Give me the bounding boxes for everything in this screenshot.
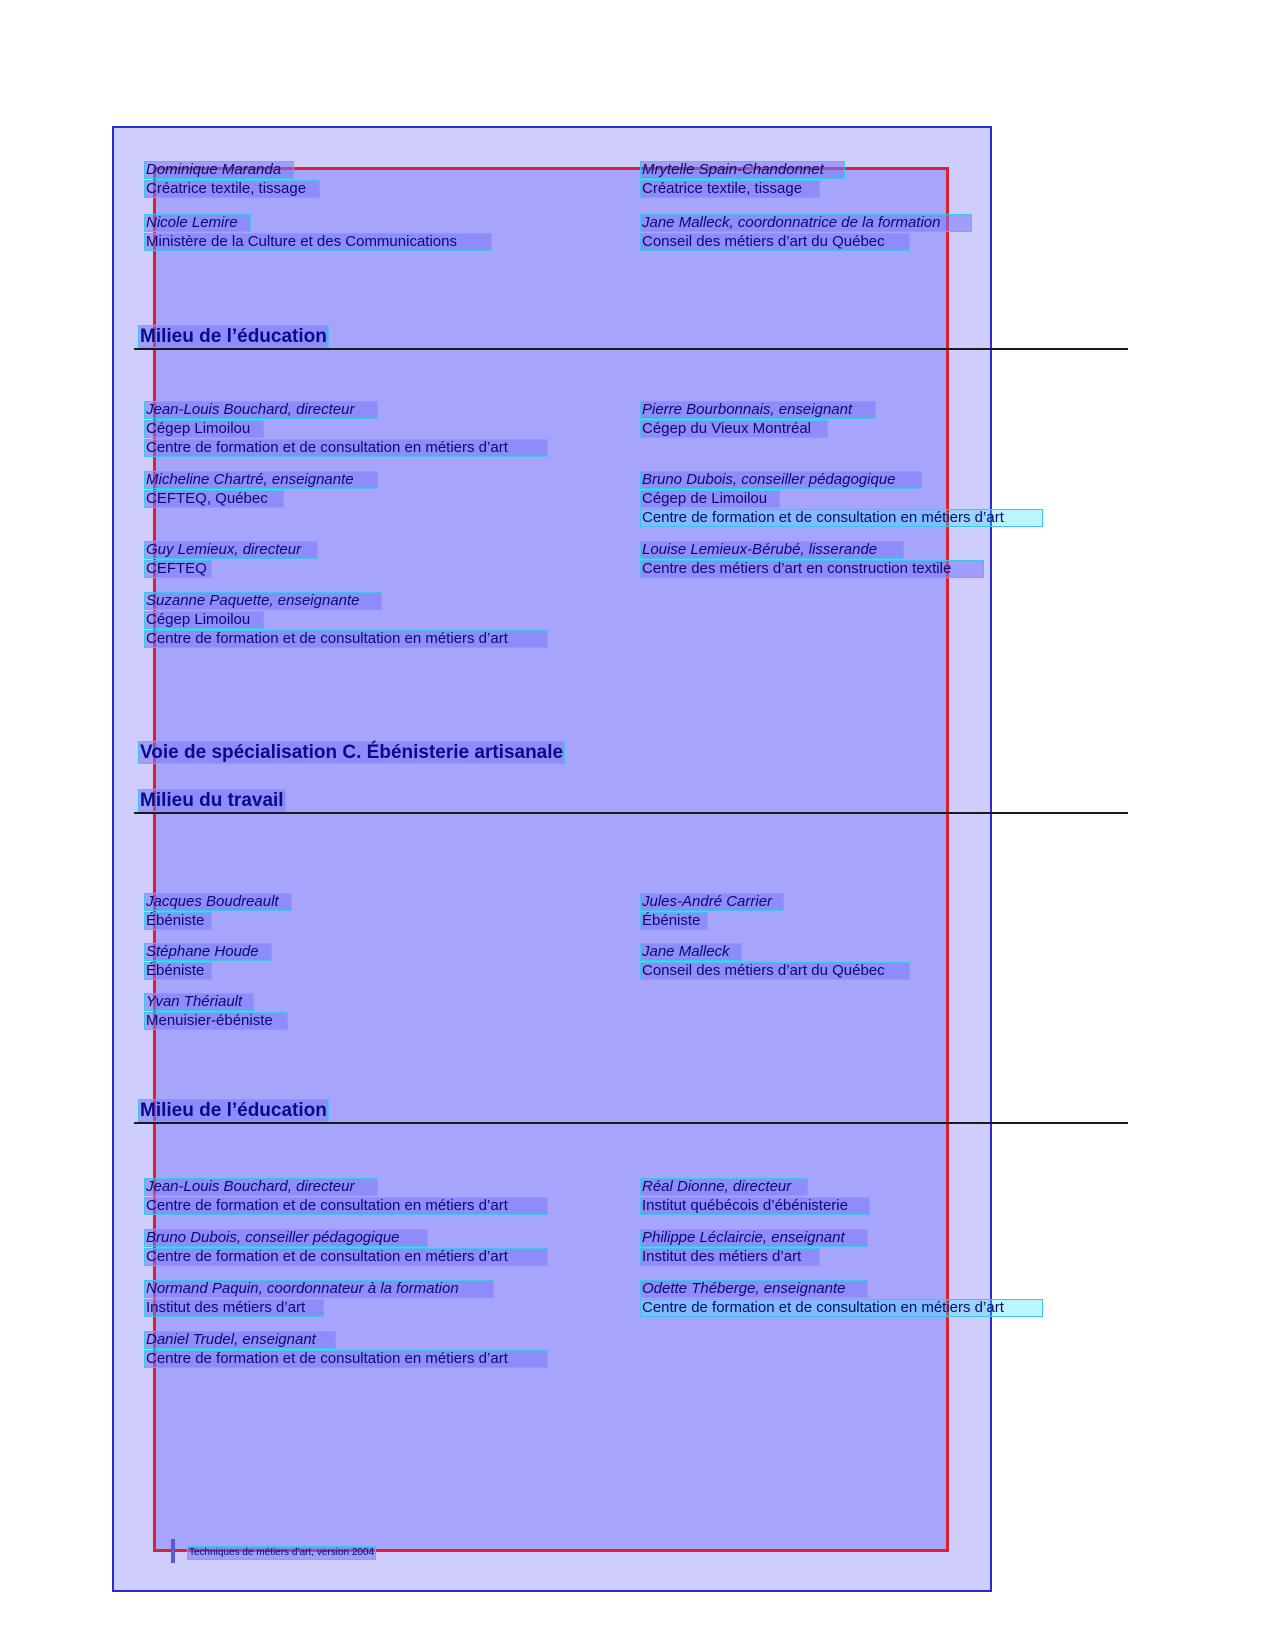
person-organization: Centre de formation et de consultation en métiers d’art <box>144 1197 548 1215</box>
person-role: Ébéniste <box>640 912 708 930</box>
specialisation-title: Voie de spécialisation C. Ébénisterie artisanale <box>140 742 564 763</box>
person-name: Philippe Léclaircie, enseignant <box>640 1229 868 1247</box>
person-name: Jules-André Carrier <box>640 893 784 911</box>
page-footer: Techniques de métiers d’art, version 2004 <box>189 1547 375 1558</box>
person-role: Créatrice textile, tissage <box>640 180 820 198</box>
person-name: Bruno Dubois, conseiller pédagogique <box>144 1229 428 1247</box>
person-name: Odette Théberge, enseignante <box>640 1280 868 1298</box>
person-role: Créatrice textile, tissage <box>144 180 320 198</box>
person-organization: CEFTEQ, Québec <box>144 490 284 508</box>
person-name: Réal Dionne, directeur <box>640 1178 808 1196</box>
person-organization: Centre des métiers d’art en construction textile <box>640 560 984 578</box>
section-heading: Milieu du travail <box>140 790 284 811</box>
person-organization: Centre de formation et de consultation en métiers d’art <box>144 439 548 457</box>
person-organization: Centre de formation et de consultation en métiers d’art <box>144 630 548 648</box>
person-name: Bruno Dubois, conseiller pédagogique <box>640 471 922 489</box>
person-name: Pierre Bourbonnais, enseignant <box>640 401 876 419</box>
person-name: Micheline Chartré, enseignante <box>144 471 378 489</box>
person-organization: Conseil des métiers d’art du Québec <box>640 962 910 980</box>
person-organization: Cégep Limoilou <box>144 611 264 629</box>
person-role: Menuisier-ébéniste <box>144 1012 288 1030</box>
person-organization: Cégep de Limoilou <box>640 490 780 508</box>
person-organization: Centre de formation et de consultation en métiers d’art <box>144 1248 548 1266</box>
person-name: Jane Malleck <box>640 943 742 961</box>
section-divider <box>134 1122 1128 1124</box>
person-organization: Institut québécois d’ébénisterie <box>640 1197 870 1215</box>
person-organization: CEFTEQ <box>144 560 212 578</box>
person-organization: Conseil des métiers d’art du Québec <box>640 233 910 251</box>
person-organization: Institut des métiers d’art <box>144 1299 324 1317</box>
person-name: Louise Lemieux-Bérubé, lisserande <box>640 541 904 559</box>
person-name: Dominique Maranda <box>144 161 294 179</box>
person-name: Suzanne Paquette, enseignante <box>144 592 382 610</box>
section-divider <box>134 812 1128 814</box>
section-divider <box>134 348 1128 350</box>
section-heading: Milieu de l’éducation <box>140 1100 327 1121</box>
section-heading: Milieu de l’éducation <box>140 326 327 347</box>
person-name: Normand Paquin, coordonnateur à la formation <box>144 1280 494 1298</box>
person-name: Yvan Thériault <box>144 993 254 1011</box>
person-organization: Centre de formation et de consultation en métiers d’art <box>640 509 1043 527</box>
person-name: Nicole Lemire <box>144 214 251 232</box>
person-name: Jane Malleck, coordonnatrice de la formation <box>640 214 972 232</box>
person-name: Guy Lemieux, directeur <box>144 541 318 559</box>
person-name: Daniel Trudel, enseignant <box>144 1331 336 1349</box>
person-name: Mrytelle Spain-Chandonnet <box>640 161 845 179</box>
person-role: Ébéniste <box>144 962 212 980</box>
person-organization: Institut des métiers d’art <box>640 1248 820 1266</box>
person-name: Stéphane Houde <box>144 943 272 961</box>
person-name: Jacques Boudreault <box>144 893 292 911</box>
person-role: Ébéniste <box>144 912 212 930</box>
person-organization: Ministère de la Culture et des Communications <box>144 233 492 251</box>
person-organization: Cégep du Vieux Montréal <box>640 420 828 438</box>
footer-accent-bar <box>171 1539 175 1563</box>
person-organization: Centre de formation et de consultation en métiers d’art <box>144 1350 548 1368</box>
person-name: Jean-Louis Bouchard, directeur <box>144 1178 378 1196</box>
person-organization: Centre de formation et de consultation en métiers d’art <box>640 1299 1043 1317</box>
person-organization: Cégep Limoilou <box>144 420 264 438</box>
person-name: Jean-Louis Bouchard, directeur <box>144 401 378 419</box>
